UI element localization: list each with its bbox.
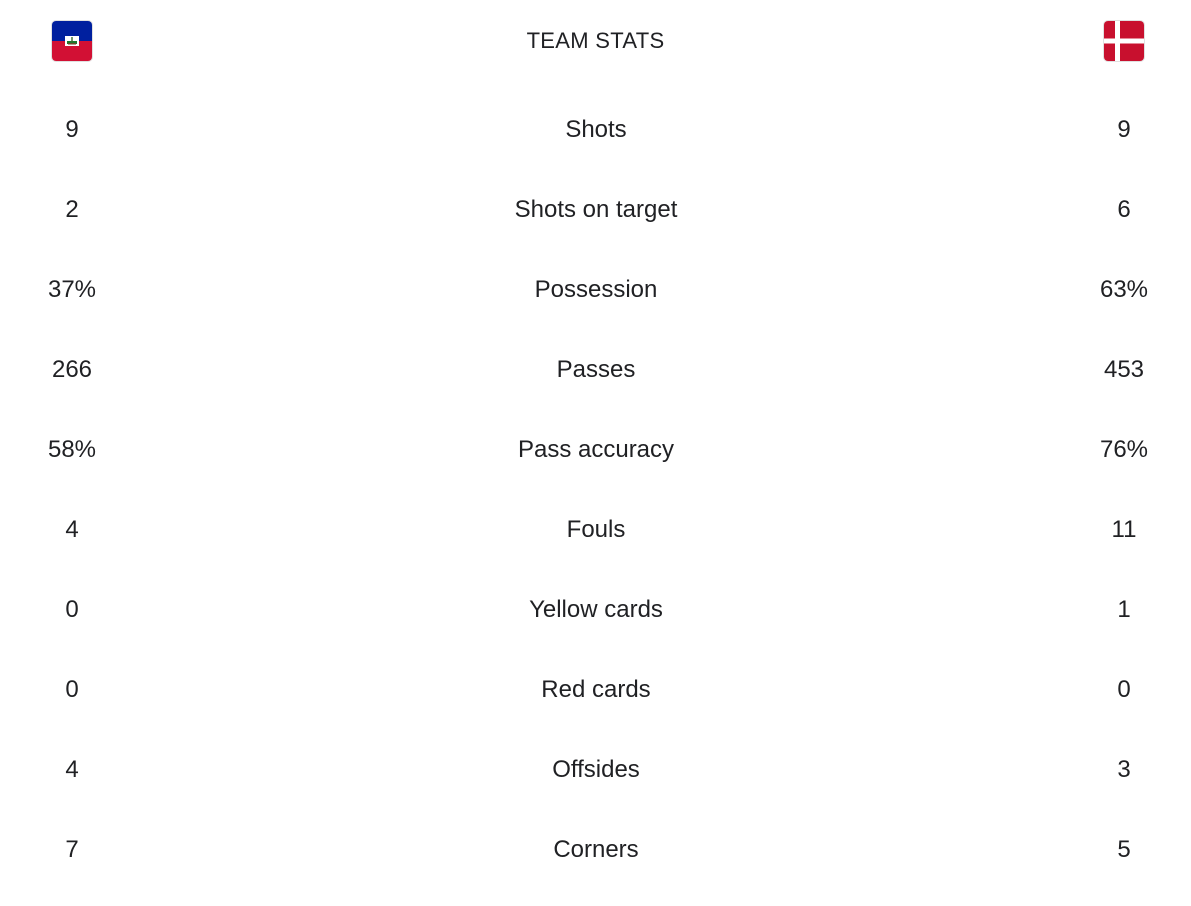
away-value: 6 xyxy=(1117,196,1131,223)
away-value: 11 xyxy=(1111,516,1137,543)
away-value: 63% xyxy=(1099,276,1149,303)
home-value: 4 xyxy=(65,516,79,543)
stat-label: Corners xyxy=(553,836,639,863)
away-value: 9 xyxy=(1117,116,1131,143)
home-value: 7 xyxy=(65,836,79,863)
away-value: 453 xyxy=(1103,356,1145,383)
stat-label: Red cards xyxy=(541,676,651,703)
stat-label: Possession xyxy=(534,276,658,303)
away-value: 3 xyxy=(1117,756,1131,783)
stat-label: Shots xyxy=(565,116,627,143)
home-value: 9 xyxy=(65,116,79,143)
home-value: 0 xyxy=(65,596,79,623)
stat-row-possession xyxy=(0,250,1191,330)
stat-row-fouls xyxy=(0,490,1191,570)
home-value: 0 xyxy=(65,676,79,703)
stat-row-red-cards xyxy=(0,650,1191,730)
stat-row-yellow-cards xyxy=(0,570,1191,650)
stats-table xyxy=(0,90,1191,890)
home-value: 37% xyxy=(47,276,97,303)
away-value: 5 xyxy=(1117,836,1131,863)
page-title: TEAM STATS xyxy=(526,28,665,53)
away-value: 0 xyxy=(1117,676,1131,703)
home-value: 58% xyxy=(47,436,97,463)
stat-row-passes xyxy=(0,330,1191,410)
away-value: 76% xyxy=(1099,436,1149,463)
stat-label: Fouls xyxy=(566,516,626,543)
stat-label: Pass accuracy xyxy=(517,436,675,463)
stat-row-shots xyxy=(0,90,1191,170)
stat-label: Yellow cards xyxy=(529,596,663,623)
stat-label: Offsides xyxy=(552,756,640,783)
stat-row-corners xyxy=(0,810,1191,890)
home-value: 4 xyxy=(65,756,79,783)
away-value: 1 xyxy=(1117,596,1131,623)
home-value: 2 xyxy=(65,196,79,223)
stat-label: Passes xyxy=(556,356,636,383)
denmark-flag-icon xyxy=(1104,21,1144,61)
stat-row-pass-accuracy xyxy=(0,410,1191,490)
home-value: 266 xyxy=(51,356,93,383)
stat-row-shots-on-target xyxy=(0,170,1191,250)
team-stats-header xyxy=(0,0,1191,84)
stat-row-offsides xyxy=(0,730,1191,810)
stat-label: Shots on target xyxy=(514,196,678,223)
